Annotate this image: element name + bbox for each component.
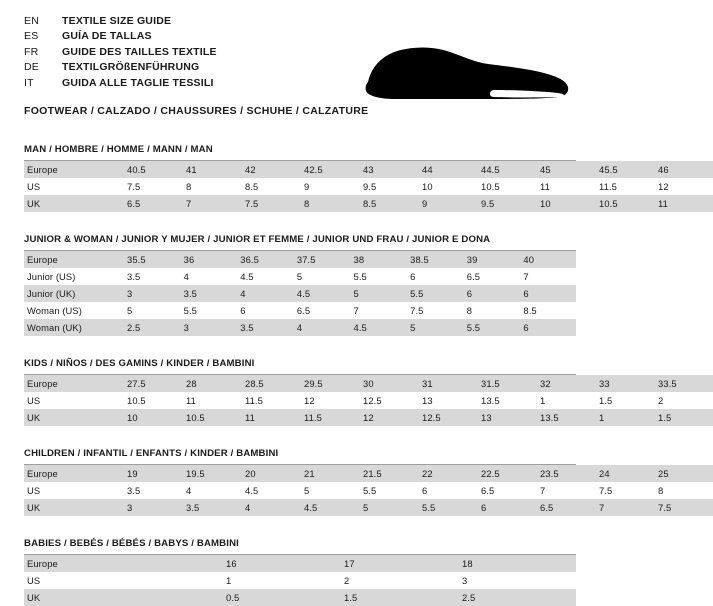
size-cell: 12 — [359, 409, 418, 426]
size-cell: 28 — [182, 375, 241, 392]
size-cell: 6 — [240, 305, 246, 316]
size-cell: 10 — [536, 195, 595, 212]
row-label: Junior (US) — [27, 271, 76, 282]
size-cell: 6.5 — [123, 195, 182, 212]
size-cell: 7 — [353, 305, 359, 316]
size-cell: 5.5 — [353, 271, 367, 282]
size-cell: 12.5 — [418, 409, 477, 426]
size-cell: 7.5 — [599, 485, 613, 496]
row-label: Junior (UK) — [24, 285, 123, 302]
table-row — [24, 409, 713, 426]
row-label: Europe — [24, 375, 123, 392]
size-cell: 29.5 — [300, 375, 359, 392]
size-cell: 11.5 — [245, 395, 263, 406]
size-cell: 3 — [462, 575, 468, 586]
size-cell: 35.5 — [123, 251, 180, 268]
size-cell: 36.5 — [236, 251, 293, 268]
size-cell: 19 — [123, 465, 182, 482]
size-cell: 4.5 — [350, 319, 407, 336]
size-cell: 33.5 — [654, 375, 713, 392]
size-cell: 10 — [422, 181, 433, 192]
size-cell: 4 — [183, 271, 189, 282]
size-table — [24, 555, 576, 606]
size-cell: 11.5 — [300, 409, 359, 426]
size-cell: 10.5 — [127, 395, 146, 406]
size-cell: 1 — [540, 395, 546, 406]
size-cell: 27.5 — [123, 375, 182, 392]
size-cell: 22 — [418, 465, 477, 482]
size-cell: 2.5 — [123, 319, 180, 336]
size-cell: 37.5 — [293, 251, 350, 268]
size-cell: 8.5 — [523, 305, 537, 316]
language-title-list — [24, 14, 217, 91]
size-cell: 6 — [477, 499, 536, 516]
size-cell: 5 — [350, 285, 407, 302]
row-label: Europe — [24, 251, 123, 268]
size-cell: 3.5 — [127, 271, 141, 282]
size-cell: 3 — [123, 285, 180, 302]
size-cell: 25 — [654, 465, 713, 482]
size-cell: 5 — [296, 271, 303, 282]
size-cell: 5.5 — [418, 499, 477, 516]
size-cell: 8.5 — [245, 181, 259, 192]
size-cell: 1.5 — [654, 409, 713, 426]
table-row — [24, 499, 713, 516]
section-title: JUNIOR & WOMAN / JUNIOR Y MUJER / JUNIOR ET FEMME / JUNIOR UND FRAU / JUNIOR E DONA — [24, 234, 576, 251]
size-cell: 4.5 — [245, 485, 259, 496]
size-cell: 3.5 — [180, 285, 237, 302]
size-cell: 4 — [186, 485, 192, 496]
row-label: Europe — [24, 555, 222, 572]
row-label: Europe — [24, 161, 123, 178]
row-label: Europe — [24, 465, 123, 482]
size-cell: 11 — [241, 409, 300, 426]
table-row — [24, 392, 713, 409]
size-cell: 13.5 — [536, 409, 595, 426]
size-cell: 12.5 — [363, 395, 382, 406]
size-cell: 7.5 — [654, 499, 713, 516]
row-label: Woman (UK) — [24, 319, 123, 336]
size-cell: 46 — [654, 161, 713, 178]
size-cell: 5.5 — [183, 305, 197, 316]
size-cell: 13 — [422, 395, 433, 406]
size-cell: 31 — [418, 375, 477, 392]
size-cell: 9 — [418, 195, 477, 212]
size-cell: 13 — [477, 409, 536, 426]
section-title: BABIES / BEBÉS / BÉBÉS / BABYS / BAMBINI — [24, 538, 576, 555]
row-label: UK — [24, 499, 123, 516]
row-label: UK — [24, 409, 123, 426]
size-cell: 10 — [123, 409, 182, 426]
row-label: Woman (US) — [27, 305, 83, 316]
row-label: US — [27, 395, 41, 406]
table-row — [24, 285, 576, 302]
language-row — [24, 76, 217, 91]
size-cell: 42 — [241, 161, 300, 178]
dress-shoe-icon — [362, 30, 572, 108]
table-row — [24, 195, 713, 212]
size-cell: 5 — [406, 319, 463, 336]
size-cell: 4 — [236, 285, 293, 302]
size-cell: 10.5 — [595, 195, 654, 212]
size-cell: 8 — [300, 195, 359, 212]
size-cell: 8 — [658, 485, 664, 496]
size-cell: 3.5 — [182, 499, 241, 516]
size-cell: 7.5 — [127, 181, 141, 192]
size-section — [24, 358, 677, 426]
table-row — [24, 589, 576, 606]
size-cell: 8.5 — [359, 195, 418, 212]
size-section — [24, 144, 669, 212]
size-cell: 8 — [186, 181, 192, 192]
size-cell: 44.5 — [477, 161, 536, 178]
size-cell: 42.5 — [300, 161, 359, 178]
table-row — [24, 555, 576, 572]
size-cell: 1 — [226, 575, 232, 586]
size-table — [24, 161, 713, 212]
size-table — [24, 251, 576, 336]
size-cell: 6.5 — [481, 485, 495, 496]
size-cell: 6.5 — [466, 271, 481, 282]
size-cell: 31.5 — [477, 375, 536, 392]
language-title: GUÍA DE TALLAS — [62, 30, 152, 43]
size-cell: 41 — [182, 161, 241, 178]
language-title: GUIDE DES TAILLES TEXTILE — [62, 45, 217, 58]
size-cell: 45.5 — [595, 161, 654, 178]
size-cell: 11 — [540, 181, 550, 192]
size-cell: 3 — [180, 319, 237, 336]
table-row — [24, 375, 713, 392]
size-cell: 4 — [241, 499, 300, 516]
size-cell: 32 — [536, 375, 595, 392]
language-code: EN — [24, 15, 39, 27]
size-cell: 10.5 — [481, 181, 500, 192]
size-cell: 40 — [519, 251, 576, 268]
size-cell: 6 — [519, 285, 576, 302]
size-cell: 2 — [658, 395, 664, 406]
language-row — [24, 14, 217, 29]
size-section — [24, 234, 576, 336]
row-label: US — [27, 485, 41, 496]
size-cell: 45 — [536, 161, 595, 178]
category-line: FOOTWEAR / CALZADO / CHAUSSURES / SCHUHE / CALZATURE — [24, 105, 369, 118]
size-cell: 3.5 — [127, 485, 141, 496]
table-row — [24, 251, 576, 268]
language-title: TEXTILGRÖßENFÜHRUNG — [62, 61, 200, 74]
size-cell: 6 — [422, 485, 428, 496]
size-cell: 7.5 — [410, 305, 424, 316]
size-cell: 5.5 — [463, 319, 520, 336]
size-cell: 5 — [127, 305, 133, 316]
size-cell: 3.5 — [236, 319, 293, 336]
row-label: UK — [24, 589, 222, 606]
size-cell: 4.5 — [300, 499, 359, 516]
size-cell: 5.5 — [406, 285, 463, 302]
table-row — [24, 572, 576, 589]
size-cell: 23.5 — [536, 465, 595, 482]
size-cell: 13.5 — [481, 395, 500, 406]
size-cell: 19.5 — [182, 465, 241, 482]
size-cell: 21 — [300, 465, 359, 482]
language-code: FR — [24, 45, 39, 58]
size-cell: 10.5 — [182, 409, 241, 426]
size-cell: 2.5 — [458, 589, 576, 606]
size-cell: 12 — [658, 181, 669, 192]
size-cell: 7 — [182, 195, 241, 212]
size-cell: 4.5 — [293, 285, 350, 302]
size-cell: 40.5 — [123, 161, 182, 178]
size-cell: 39 — [463, 251, 520, 268]
size-cell: 6.5 — [536, 499, 595, 516]
size-cell: 20 — [241, 465, 300, 482]
size-cell: 6 — [519, 319, 576, 336]
size-cell: 7 — [595, 499, 654, 516]
size-cell: 0.5 — [222, 589, 340, 606]
language-title: GUIDA ALLE TAGLIE TESSILI — [62, 76, 214, 89]
table-row — [24, 178, 713, 195]
size-cell: 2 — [344, 575, 350, 586]
size-section — [24, 448, 672, 516]
size-cell: 18 — [458, 555, 576, 572]
table-row — [24, 465, 713, 482]
size-cell: 38.5 — [406, 251, 463, 268]
size-cell: 36 — [180, 251, 237, 268]
section-title: KIDS / NIÑOS / DES GAMINS / KINDER / BAMBINI — [24, 358, 576, 375]
language-code: IT — [24, 76, 34, 89]
size-cell: 11 — [654, 195, 713, 212]
size-cell: 4 — [293, 319, 350, 336]
size-cell: 24 — [595, 465, 654, 482]
size-cell: 6 — [410, 271, 416, 282]
size-cell: 6 — [463, 285, 520, 302]
section-title: MAN / HOMBRE / HOMME / MANN / MAN — [24, 144, 576, 161]
document-header — [24, 14, 576, 118]
language-title: TEXTILE SIZE GUIDE — [62, 15, 172, 27]
size-cell: 1.5 — [340, 589, 458, 606]
language-code: DE — [24, 61, 39, 74]
row-label: UK — [24, 195, 123, 212]
size-cell: 22.5 — [477, 465, 536, 482]
size-cell: 7 — [523, 271, 529, 282]
size-cell: 3 — [123, 499, 182, 516]
size-cell: 9.5 — [363, 181, 377, 192]
size-cell: 9.5 — [477, 195, 536, 212]
size-cell: 21.5 — [359, 465, 418, 482]
language-row — [24, 45, 217, 60]
language-code: ES — [24, 30, 39, 43]
size-cell: 5.5 — [363, 485, 377, 496]
row-label: US — [27, 575, 41, 586]
size-cell: 16 — [222, 555, 340, 572]
size-cell: 11.5 — [599, 181, 617, 192]
size-cell: 33 — [595, 375, 654, 392]
size-table — [24, 375, 713, 426]
size-cell: 7.5 — [241, 195, 300, 212]
table-row — [24, 268, 576, 285]
size-cell: 6.5 — [296, 305, 311, 316]
size-cell: 17 — [340, 555, 458, 572]
size-cell: 1 — [595, 409, 654, 426]
size-cell: 5 — [359, 499, 418, 516]
size-cell: 30 — [359, 375, 418, 392]
table-row — [24, 302, 576, 319]
section-title: CHILDREN / INFANTIL / ENFANTS / KINDER / BAMBINI — [24, 448, 576, 465]
size-cell: 43 — [359, 161, 418, 178]
size-cell: 5 — [304, 485, 310, 496]
size-cell: 28.5 — [241, 375, 300, 392]
size-cell: 1.5 — [599, 395, 613, 406]
size-cell: 38 — [350, 251, 407, 268]
size-cell: 4.5 — [240, 271, 254, 282]
size-cell: 12 — [304, 395, 315, 406]
size-cell: 11 — [186, 395, 196, 406]
size-cell: 7 — [540, 485, 546, 496]
table-row — [24, 319, 576, 336]
language-row — [24, 60, 217, 75]
size-section — [24, 538, 576, 606]
row-label: US — [27, 181, 41, 192]
sections-root — [24, 144, 677, 606]
language-row — [24, 29, 217, 44]
size-table — [24, 465, 713, 516]
size-cell: 8 — [466, 305, 473, 316]
size-cell: 44 — [418, 161, 477, 178]
table-row — [24, 482, 713, 499]
table-row — [24, 161, 713, 178]
size-cell: 9 — [304, 181, 310, 192]
